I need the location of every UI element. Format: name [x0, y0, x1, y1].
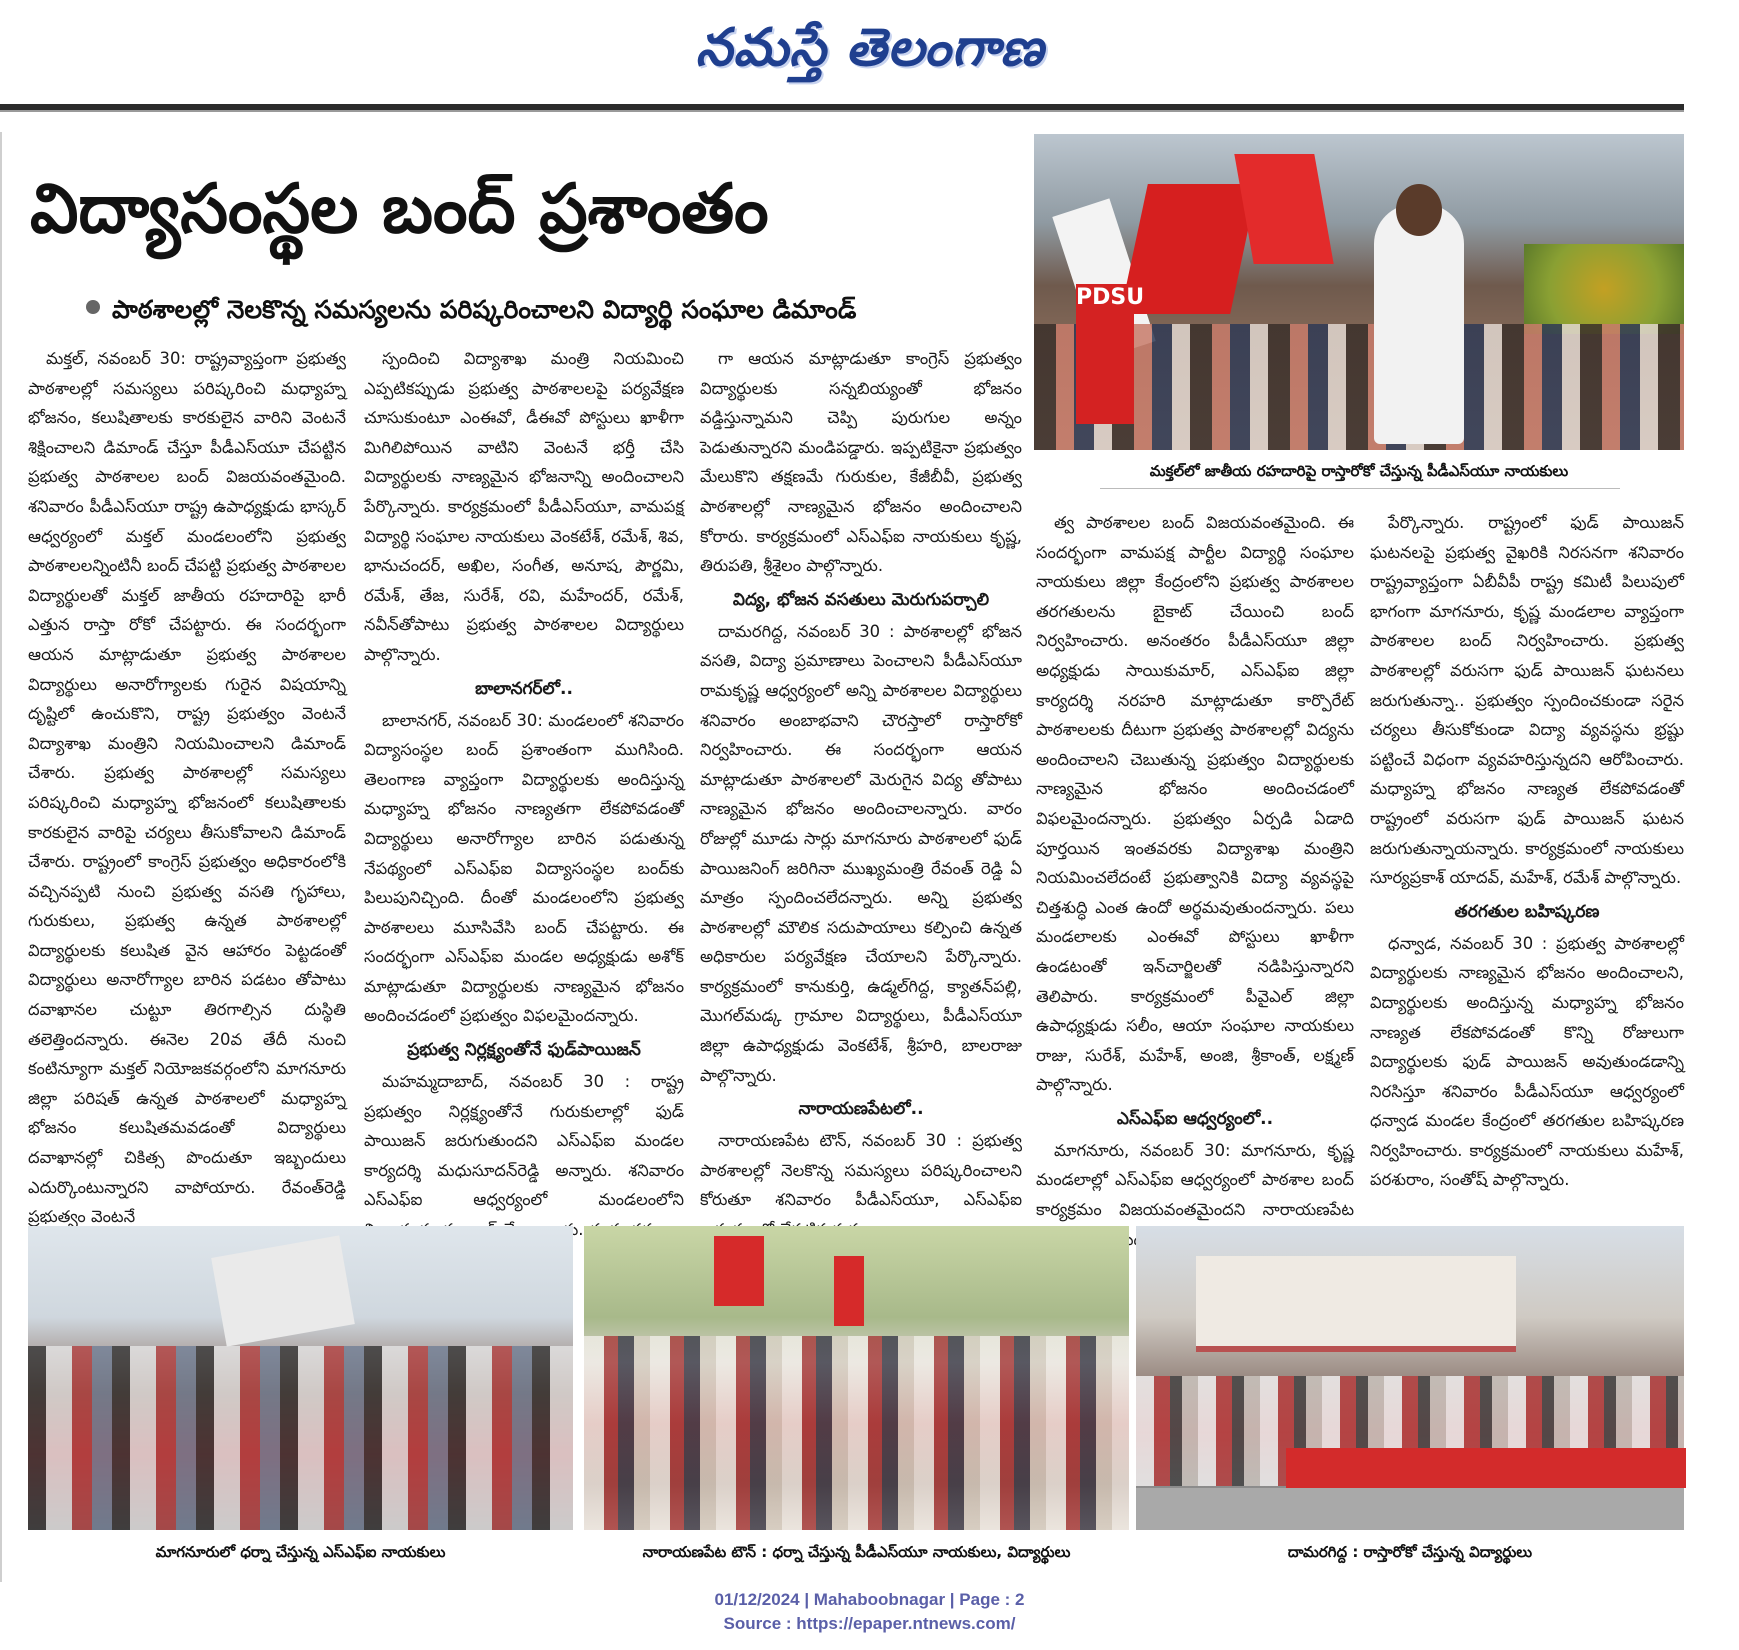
article-column-3 — [700, 344, 1022, 1210]
column-paragraph: గా ఆయన మాట్లాడుతూ కాంగ్రెస్ ప్రభుత్వం విద్యార్థులకు సన్నబియ్యంతో భోజనం వడ్డిస్తున్నామని చెప్పి పురుగుల అన్నం పెడుతున్నారని మండిపడ్డారు. ఇప్పటికైనా ప్రభుత్వం మేలుకొని తక్షణమే గురుకుల, కేజీబీవీ, ప్రభుత్వ పాఠశాలల్లో నాణ్యమైన భోజనం అందించాలని కోరారు. కార్యక్రమంలో ఎస్ఎఫ్ఐ నాయకులు కృష్ణ, తిరుపతి, శ్రీశైలం పాల్గొన్నారు. — [700, 349, 1022, 576]
footer-date-edition: 01/12/2024 | Mahaboobnagar | Page : 2 — [714, 1590, 1025, 1609]
fruit-stall-shape — [1524, 244, 1684, 334]
building-shape — [1196, 1256, 1516, 1352]
road-shape — [1136, 1488, 1684, 1530]
article-column-1 — [28, 344, 346, 1227]
article-column-5 — [1370, 508, 1684, 1204]
column-paragraph: మాగనూరు, నవంబర్ 30: మాగనూరు, కృష్ణ మండలాల్లో ఎస్ఎఫ్ఐ ఆధ్వర్యంలో పాఠశాల బంద్ కార్యక్రమం విజయవంతమైందని నారాయణపేట — [1036, 1140, 1354, 1220]
red-flag-shape — [714, 1236, 764, 1306]
red-banners-shape — [1286, 1448, 1686, 1488]
white-flag-shape — [211, 1235, 355, 1346]
caption-divider — [1100, 488, 1620, 489]
section-heading-balanagar: బాలానగర్‌లో.. — [475, 678, 573, 699]
column-paragraph: మహమ్మదాబాద్, నవంబర్ 30 : రాష్ట్ర ప్రభుత్వం నిర్లక్ష్యంతోనే గురుకులాల్లో ఫుడ్ పాయిజన్ జరుగుతుందని ఎస్ఎఫ్ఐ మండల కార్యదర్శి మధుసూదన్‌రెడ్డి అన్నారు. శనివారం ఎస్ఎఫ్ఐ ఆధ్వర్యంలో మండలంలోని — [364, 1072, 684, 1210]
speaker-figure — [1374, 204, 1464, 444]
photo-caption-top: మక్తల్‌లో జాతీయ రహదారిపై రాస్తారోకో చేస్తున్న పీడీఎస్‌యూ నాయకులు — [1149, 462, 1569, 480]
photo-maganur-dharna — [28, 1226, 573, 1530]
column-paragraph: నారాయణపేట టౌన్, నవంబర్ 30 : ప్రభుత్వ పాఠశాలల్లో నెలకొన్న సమస్యలు పరిష్కరించాలని కోరుతూ శనివారం పీడీఎస్‌యూ, ఎస్ఎఫ్ఐ — [700, 1131, 1022, 1210]
section-heading-narayanpet: నారాయణపేటలో.. — [798, 1099, 924, 1120]
article-column-2 — [364, 344, 684, 1210]
column-paragraph: ధన్వాడ, నవంబర్ 30 : ప్రభుత్వ పాఠశాలల్లో విద్యార్థులకు నాణ్యమైన భోజనం అందించాలని, విద్యార్థులకు అందిస్తున్న మధ్యాహ్న భోజనం నాణ్యత లేకపోవడంతో కొన్ని రోజులుగా విద్యార్థులకు ఫుడ్ పాయిజన్ అవుతుండడాన్ని నిరసిస్తూ శనివారం పీడీఎస్‌యూ ఆధ్వర్యంలో ధన్వాడ మండల కేంద్రంలో తరగతుల బహిష్కరణ నిర్వహించారు. కార్యక్రమంలో నాయకులు మహేశ్, పరశురాం, సంతోష్ పాల్గొన్నారు. — [1370, 933, 1684, 1190]
column-paragraph: స్పందించి విద్యాశాఖ మంత్రి నియమించి ఎప్పటికప్పుడు ప్రభుత్వ పాఠశాలలపై పర్యవేక్షణ చూసుకుంటూ ఎంఈవో, డీఈవో పోస్టులు ఖాళీగా మిగిలిపోయిన వాటిని వెంటనే భర్తీ చేసి విద్యార్థులకు నాణ్యమైన భోజనాన్ని అందించాలని పేర్కొన్నారు. కార్యక్రమంలో పీడీఎస్‌యూ, వామపక్ష విద్యార్థి సంఘాల నాయకులు వెంకటేశ్, రమేశ్, శివ, భానుచందర్, అఖిల, సంగీత, అనూష, పౌర్ణమి, రమేశ్, తేజ, సురేశ్, రవి, మహేందర్, రమేశ్, నవీన్‌తోపాటు ప్రభుత్వ పాఠశాలల విద్యార్థులు పాల్గొన్నారు. — [364, 349, 684, 664]
newspaper-logo: నమస్తే తెలంగాణ — [695, 17, 1045, 78]
speaker-head — [1396, 184, 1442, 236]
column-paragraph: పేర్కొన్నారు. రాష్ట్రంలో ఫుడ్ పాయిజన్ ఘటనలపై ప్రభుత్వ వైఖరికి నిరసనగా శనివారం రాష్ట్రవ్యాప్తంగా ఏబీవీపీ రాష్ట్ర కమిటీ పిలుపులో భాగంగా మాగనూరు, కృష్ణ మండలాల వ్యాప్తంగా పాఠశాలల బంద్ నిర్వహించారు. ప్రభుత్వ పాఠశాలల్లో వరుసగా ఫుడ్ పాయిజన్ ఘటనలు జరుగుతున్నా.. ప్రభుత్వం స్పందించకుండా సరైన చర్యలు తీసుకోకుండా విద్యా వ్యవస్థను భ్రష్టు పట్టించే విధంగా వ్యవహరిస్తున్నదని ఆరోపించారు. మధ్యాహ్న భోజనం నాణ్యత లేకపోవడంతో రాష్ట్రంలో వరుసగా ఫుడ్ పాయిజన్ ఘటన జరుగుతున్నాయన్నారు. కార్యక్రమంలో నాయకులు సూర్యప్రకాశ్ యాదవ్, మహేశ్, రమేశ్ పాల్గొన్నారు. — [1370, 513, 1684, 888]
page-footer — [0, 1588, 1739, 1636]
column-paragraph: బాలానగర్, నవంబర్ 30: మండలంలో శనివారం విద్యాసంస్థల బంద్ ప్రశాంతంగా ముగిసింది. తెలంగాణ వ్యాప్తంగా విద్యార్థులకు అందిస్తున్న మధ్యాహ్న భోజనం నాణ్యతగా లేకపోవడంతో విద్యార్థులు అనారోగ్యాల బారిన పడుతున్న నేపథ్యంలో ఎస్ఎఫ్ఐ విద్యాసంస్థల బంద్‌కు పిలుపునిచ్చింది. దీంతో మండలంలోని ప్రభుత్వ పాఠశాలలు మూసివేసి బంద్ చేపట్టారు. ఈ సందర్భంగా ఎస్ఎఫ్ఐ మండల అధ్యక్షుడు అశోక్ మాట్లాడుతూ విద్యార్థులకు నాణ్యమైన భోజనం అందించడంలో ప్రభుత్వం విఫలమైందన్నారు. — [364, 710, 684, 1026]
photo-caption-bottom-3: దామరగిద్ద : రాస్తారోకో చేస్తున్న విద్యార్థులు — [1287, 1543, 1533, 1561]
masthead-rule-thin — [0, 110, 1684, 112]
masthead — [0, 0, 1739, 104]
article-column-4 — [1036, 508, 1354, 1220]
section-heading-facilities: విద్య, భోజన వసతులు మెరుగుపర్చాలి — [732, 589, 990, 610]
section-heading-sfi: ఎస్ఎఫ్ఐ ఆధ్వర్యంలో.. — [1116, 1108, 1274, 1129]
page-frame-left — [0, 132, 2, 1582]
column-paragraph: మక్తల్, నవంబర్ 30: రాష్ట్రవ్యాప్తంగా ప్రభుత్వ పాఠశాలల్లో సమస్యలు పరిష్కరించి మధ్యాహ్న భోజనం, కలుషితాలకు కారకులైన వారిని వెంటనే శిక్షించాలని డిమాండ్ చేస్తూ పీడీఎస్‌యూ చేపట్టిన ప్రభుత్వ పాఠశాలల బంద్ విజయవంతమైంది. శనివారం పీడీఎస్‌యూ రాష్ట్ర ఉపాధ్యక్షుడు భాస్కర్ ఆధ్వర్యంలో మక్తల్ మండలంలోని ప్రభుత్వ పాఠశాలలన్నింటినీ బంద్ చేపట్టి ప్రభుత్వ పాఠశాలల విద్యార్థులతో మక్తల్ జాతీయ రహదారిపై భారీ ఎత్తున రాస్తా రోకో చేపట్టారు. ఈ సందర్భంగా ఆయన మాట్లాడుతూ ప్రభుత్వ పాఠశాలల విద్యార్థులు అనారోగ్యాలకు గురైన విషయాన్ని దృష్టిలో ఉంచుకొని, రాష్ట్ర ప్రభుత్వం వెంటనే విద్యాశాఖ మంత్రిని నియమించాలని డిమాండ్ చేశారు. ప్రభుత్వ పాఠశాలల్లో సమస్యలు పరిష్కరించి మధ్యాహ్న భోజనంలో కలుషితాలకు కారకులైన వారిపై చర్యలు తీసుకోవాలని డిమాండ్ చేశారు. రాష్ట్రంలో కాంగ్రెస్ ప్రభుత్వం అధికారంలోకి వచ్చినప్పటి నుంచి ప్రభుత్వ వసతి గృహాలు, గురుకులు, ప్రభుత్వ ఉన్నత పాఠశాలల్లో విద్యార్థులకు కలుషిత వైన ఆహారం పెట్టడంతో విద్యార్థులు అనారోగ్యాల బారిన పడటం తోపాటు దవాఖానల చుట్టూ తిరగాల్సిన దుస్థితి తలెత్తిందన్నారు. ఈనెల 20వ తేదీ నుంచి కంటిన్యూగా మక్తల్ నియోజకవర్గంలోని మాగనూరు జిల్లా పరిషత్ ఉన్నత పాఠశాలలో మధ్యాహ్న భోజనం కలుషితమవడంతో విద్యార్థులు దవాఖానల్లో చికిత్స పొందుతూ ఇబ్బందులు ఎదుర్కొంటున్నారని వాపోయారు. రేవంత్‌రెడ్డి ప్రభుత్వం వెంటనే — [28, 349, 346, 1227]
crowd-shape — [28, 1346, 573, 1530]
photo-makthal-rastaroko — [1034, 134, 1684, 450]
photo-caption-bottom-1: మాగనూరులో ధర్నా చేస్తున్న ఎస్ఎఫ్ఐ నాయకులు — [155, 1543, 446, 1561]
red-flag-shape — [1234, 154, 1333, 264]
photo-caption-bottom-2: నారాయణపేట టౌన్ : ధర్నా చేస్తున్న పీడీఎస్‌యూ నాయకులు, విద్యార్థులు — [642, 1543, 1071, 1561]
pdsu-banner: PDSU — [1076, 284, 1134, 424]
section-heading-food-poison: ప్రభుత్వ నిర్లక్ష్యంతోనే ఫుడ్‌పాయిజన్ — [407, 1040, 641, 1061]
footer-source-link[interactable]: Source : https://epaper.ntnews.com/ — [723, 1614, 1016, 1633]
photo-narayanpet-dharna — [584, 1226, 1129, 1530]
section-heading-boycott: తరగతుల బహిష్కరణ — [1454, 901, 1600, 922]
column-paragraph: త్వ పాఠశాలల బంద్ విజయవంతమైంది. ఈ సందర్భంగా వామపక్ష పార్టీల విద్యార్థి సంఘాల నాయకులు జిల్లా కేంద్రంలోని ప్రభుత్వ పాఠశాలల తరగతులను బైకాట్ చేయించి బంద్ నిర్వహించారు. అనంతరం పీడీఎస్‌యూ జిల్లా అధ్యక్షుడు సాయికుమార్, ఎస్ఎఫ్ఐ జిల్లా కార్యదర్శి నరహరి మాట్లాడుతూ కార్పొరేట్ పాఠశాలలకు దీటుగా ప్రభుత్వ పాఠశాలల్లో విద్యను అందించాలని చెబుతున్న ప్రభుత్వం విద్యార్థులకు నాణ్యమైన భోజనం అందించడంలో విఫలమైందన్నారు. ప్రభుత్వం ఏర్పడి ఏడాది పూర్తయిన ఇంతవరకు విద్యాశాఖ మంత్రిని నియమించలేదంటే ప్రభుత్వానికి విద్యా వ్యవస్థపై చిత్తశుద్ధి ఎంత ఉందో అర్థమవుతుందన్నారు. పలు మండలాలకు ఎంఈవో పోస్టులు ఖాళీగా ఉండటంతో ఇన్‌చార్జిలతో నడిపిస్తున్నారని తెలిపారు. కార్యక్రమంలో పీవైఎల్ జిల్లా ఉపాధ్యక్షుడు సలీం, ఆయా సంఘాల నాయకులు రాజు, సురేశ్, మహేశ్, అంజి, శ్రీకాంత్, లక్ష్మణ్ పాల్గొన్నారు. — [1036, 513, 1354, 1095]
column-paragraph: దామరగిద్ద, నవంబర్ 30 : పాఠశాలల్లో భోజన వసతి, విద్యా ప్రమాణాలు పెంచాలని పీడీఎస్‌యూ రామకృష్ణ ఆధ్వర్యంలో అన్ని పాఠశాలల విద్యార్థులు శనివారం అంబాభవాని చౌరస్తాలో రాస్తారోకో నిర్వహించారు. ఈ సందర్భంగా ఆయన మాట్లాడుతూ పాఠశాలలో మెరుగైన విద్య తోపాటు నాణ్యమైన భోజనం అందించాలన్నారు. వారం రోజుల్లో మూడు సార్లు మాగనూరు పాఠశాలలో ఫుడ్ పాయిజనింగ్ జరిగినా ముఖ్యమంత్రి రేవంత్ రెడ్డి ఏ మాత్రం స్పందించలేదన్నారు. అన్ని ప్రభుత్వ పాఠశాలల్లో మౌలిక సదుపాయాలు కల్పించి ఉన్నత అధికారుల పర్యవేక్షణ చేయాలని పేర్కొన్నారు. కార్యక్రమంలో కానుకుర్తి, ఉడ్మల్‌గిద్ద, క్యాతన్‌పల్లి, మొగల్‌మడ్క గ్రామాల విద్యార్థులు, పీడీఎస్‌యూ జిల్లా ఉపాధ్యక్షుడు వెంకటేశ్, శ్రీహరి, బాలరాజు పాల్గొన్నారు. — [700, 621, 1022, 1085]
red-flag-shape — [834, 1256, 864, 1326]
photo-damaragidda-rastaroko — [1136, 1226, 1684, 1530]
article-subheadline — [86, 288, 1026, 332]
article-headline: విద్యాసంస్థల బంద్ ప్రశాంతం — [30, 170, 769, 249]
subheadline-text: పాఠశాలల్లో నెలకొన్న సమస్యలను పరిష్కరించాలని విద్యార్థి సంఘాల డిమాండ్ — [112, 295, 857, 324]
crowd-shape — [584, 1336, 1129, 1530]
